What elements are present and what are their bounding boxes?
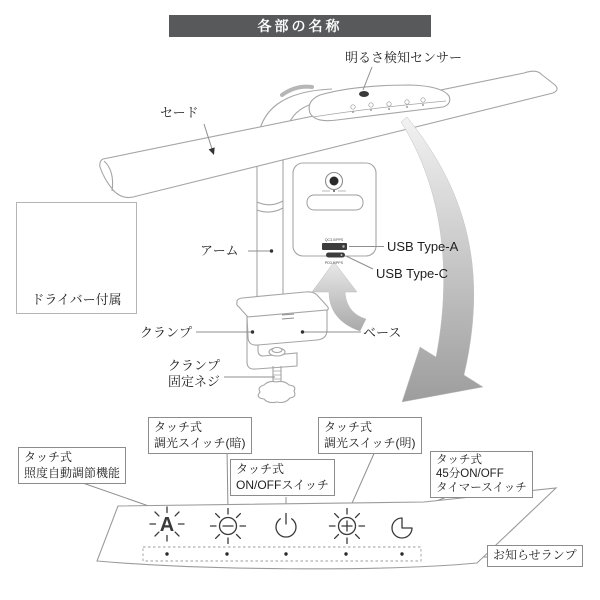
callout-onoff-switch: タッチ式 ON/OFFスイッチ	[230, 459, 335, 496]
callout-bright-switch: タッチ式 調光スイッチ(明)	[318, 417, 422, 454]
page-title: 各部の名称	[169, 15, 431, 37]
label-brightness-sensor: 明るさ検知センサー	[345, 50, 463, 65]
brighten-icon	[330, 509, 365, 544]
auto-brightness-icon	[150, 507, 184, 541]
label-base: ベース	[363, 325, 402, 340]
base-drawing	[237, 292, 329, 345]
callout-timer-switch: タッチ式 45分ON/OFF タイマースイッチ	[430, 451, 533, 498]
curved-arrow	[401, 117, 483, 402]
usb-c-spec: PD3.0/PPS	[324, 261, 344, 265]
svg-text:A: A	[159, 514, 175, 536]
brightness-sensor-dot	[359, 91, 369, 97]
label-clamp-screw: クランプ 固定ネジ	[167, 358, 220, 390]
callout-notification-lamp: お知らせランプ	[487, 545, 583, 567]
dim-icon	[211, 509, 246, 544]
label-shade: セード	[160, 105, 199, 120]
screwdriver-box	[16, 202, 137, 314]
usb-a-spec: QC3.0/PPS	[324, 238, 344, 242]
label-usb-type-a: USB Type-A	[387, 239, 459, 254]
label-screwdriver-included: ドライバー付属	[31, 292, 122, 307]
rear-panel-drawing	[293, 163, 376, 265]
callout-dim-switch: タッチ式 調光スイッチ(暗)	[148, 417, 252, 454]
callout-auto-adjust: タッチ式 照度自動調節機能	[18, 447, 126, 484]
label-arm: アーム	[200, 243, 239, 258]
label-clamp: クランプ	[140, 325, 193, 340]
label-usb-type-c: USB Type-C	[376, 266, 449, 281]
